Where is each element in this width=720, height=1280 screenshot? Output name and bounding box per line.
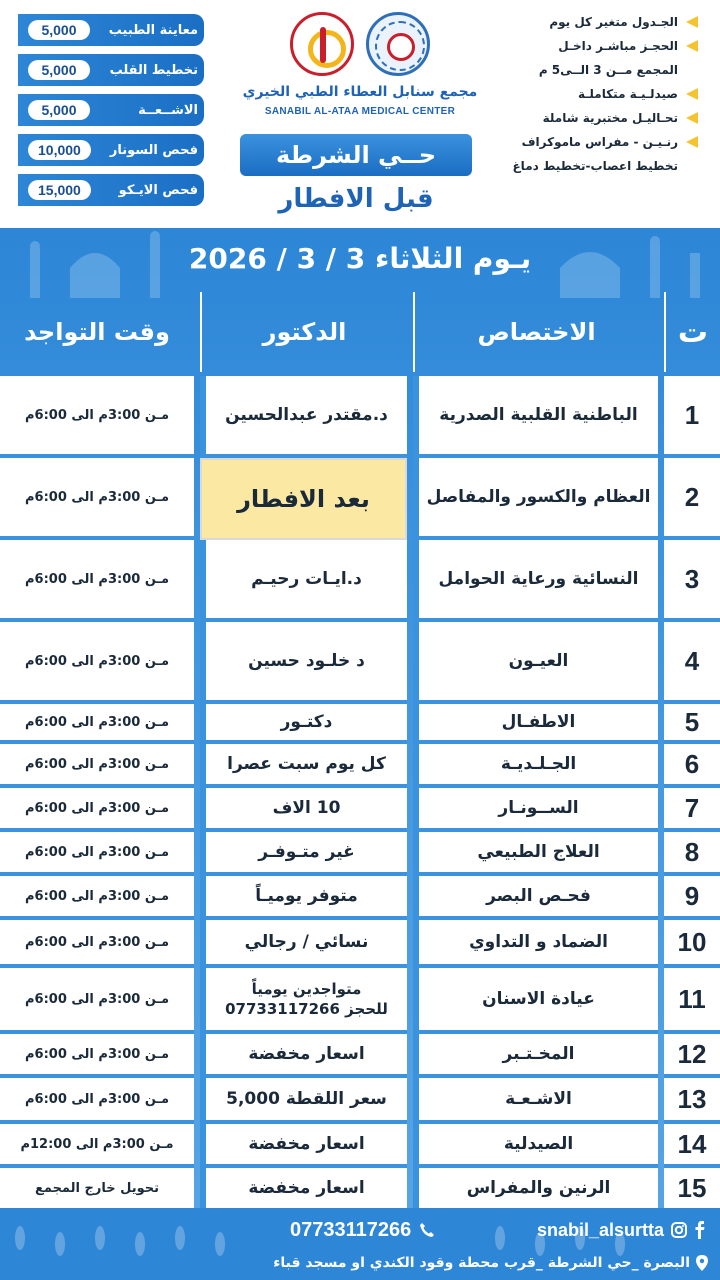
row-specialty: الضماد و التداوي	[413, 920, 658, 968]
district-badge: حــي الشرطة	[240, 134, 472, 176]
price-item	[18, 14, 204, 46]
note-item: صيدلـيـة متكاملـة	[488, 82, 698, 106]
table-row	[0, 622, 720, 704]
note-item: الحجـز مباشـر داخـل	[488, 34, 698, 58]
row-time: مـن 3:00م الى 6:00م	[0, 1078, 194, 1124]
row-num: 12	[664, 1034, 720, 1078]
table-row	[0, 376, 720, 458]
row-specialty: الاشـعـة	[413, 1078, 658, 1124]
table-row	[0, 1034, 720, 1078]
row-doctor: د.مقتدر عبدالحسين	[200, 376, 407, 458]
footer	[0, 1208, 720, 1280]
row-num: 1	[664, 376, 720, 458]
phone-icon	[419, 1222, 435, 1238]
row-specialty: الصيدلية	[413, 1124, 658, 1168]
row-specialty: المخـتـبر	[413, 1034, 658, 1078]
timing-title: قبل الافطار	[278, 184, 434, 214]
table-row	[0, 458, 720, 540]
price-item	[18, 174, 204, 206]
price-label: معاينة الطبيب	[108, 22, 198, 38]
row-num: 9	[664, 876, 720, 920]
row-time: مـن 3:00م الى 6:00م	[0, 968, 194, 1034]
price-item	[18, 94, 204, 126]
price-value: 15,000	[28, 180, 91, 200]
row-time: مـن 3:00م الى 6:00م	[0, 1034, 194, 1078]
price-label: فحص السونار	[109, 142, 198, 158]
logos	[290, 12, 438, 78]
row-num: 2	[664, 458, 720, 540]
row-specialty: العلاج الطبيعي	[413, 832, 658, 876]
row-doctor: دكتـور	[200, 704, 407, 744]
note-item: المجمع مــن 3 الــى5 م	[538, 63, 678, 77]
table-row	[0, 920, 720, 968]
triangle-bullet-icon	[686, 112, 698, 124]
row-doctor: غير متـوفـر	[200, 832, 407, 876]
price-label: الاشــعــة	[138, 102, 198, 118]
row-doctor: كل يوم سبت عصرا	[200, 744, 407, 788]
row-time: مـن 3:00م الى 6:00م	[0, 376, 194, 458]
table-row	[0, 1168, 720, 1212]
row-specialty: الجـلـديـة	[413, 744, 658, 788]
header	[0, 0, 720, 228]
row-time: مـن 3:00م الى 6:00م	[0, 458, 194, 540]
row-num: 5	[664, 704, 720, 744]
row-specialty: العظام والكسور والمفاصل	[413, 458, 658, 540]
header-doctor: الدكتور	[200, 292, 407, 372]
row-num: 8	[664, 832, 720, 876]
table-row	[0, 744, 720, 788]
table-row	[0, 540, 720, 622]
row-num: 13	[664, 1078, 720, 1124]
row-doctor: د.ايـات رحيـم	[200, 540, 407, 622]
price-item	[18, 134, 204, 166]
row-doctor-highlight: بعد الافطار	[200, 458, 407, 540]
row-doctor: اسعار مخفضة	[200, 1034, 407, 1078]
header-num: ت	[664, 292, 720, 372]
table-header	[0, 292, 720, 372]
social-handle[interactable]: snabil_alsurtta	[536, 1219, 664, 1240]
row-specialty: فحـص البصر	[413, 876, 658, 920]
header-time: وقت التواجد	[24, 318, 170, 346]
row-time: مـن 3:00م الى 6:00م	[0, 744, 194, 788]
row-doctor-line: متواجدين يومياً	[251, 980, 362, 998]
row-doctor-phone: للحجز 07733117266	[225, 1000, 388, 1018]
row-num: 4	[664, 622, 720, 704]
medical-association-logo	[290, 12, 354, 76]
row-specialty: الاطفـال	[413, 704, 658, 744]
notes-list	[488, 10, 698, 178]
row-num: 6	[664, 744, 720, 788]
price-value: 5,000	[28, 60, 90, 80]
note-item: تخطيط اعصاب-تخطيط دماغ	[512, 159, 678, 173]
footer-address	[8, 1252, 708, 1274]
row-num: 14	[664, 1124, 720, 1168]
table-row	[0, 968, 720, 1034]
row-num: 10	[664, 920, 720, 968]
price-label: فحص الايـكو	[118, 182, 198, 198]
location-pin-icon	[696, 1255, 708, 1271]
price-label: تخطيط القلب	[109, 62, 198, 78]
row-specialty: النسائية ورعاية الحوامل	[413, 540, 658, 622]
row-doctor: د خلـود حسين	[200, 622, 407, 704]
row-specialty: الســونـار	[413, 788, 658, 832]
triangle-bullet-icon	[686, 136, 698, 148]
row-time: مـن 3:00م الى 6:00م	[0, 920, 194, 968]
schedule-date: يـوم الثلاثاء 3 / 3 / 2026	[188, 242, 532, 275]
row-time: مـن 3:00م الى 6:00م	[0, 788, 194, 832]
footer-phone[interactable]	[290, 1216, 470, 1244]
footer-social[interactable]	[476, 1216, 706, 1244]
note-item: رنـيـن - مفراس ماموكراف	[488, 130, 698, 154]
row-doctor: اسعار مخفضة	[200, 1124, 407, 1168]
address-text: البصرة _حي الشرطة _قرب محطة وقود الكندي او مسجد قباء	[273, 1255, 690, 1271]
phone-number[interactable]: 07733117266	[290, 1218, 412, 1241]
facebook-icon[interactable]	[694, 1221, 706, 1239]
table-row	[0, 832, 720, 876]
table-row	[0, 1078, 720, 1124]
instagram-icon[interactable]	[670, 1221, 688, 1239]
row-specialty: الباطنية القلبية الصدرية	[413, 376, 658, 458]
row-time: مـن 3:00م الى 6:00م	[0, 876, 194, 920]
triangle-bullet-icon	[686, 88, 698, 100]
triangle-bullet-icon	[686, 40, 698, 52]
row-time: مـن 3:00م الى 6:00م	[0, 622, 194, 704]
table-row	[0, 788, 720, 832]
price-value: 10,000	[28, 140, 91, 160]
row-specialty: الرنين والمفراس	[413, 1168, 658, 1212]
price-item	[18, 54, 204, 86]
row-time: مـن 3:00م الى 6:00م	[0, 704, 194, 744]
row-num: 11	[664, 968, 720, 1034]
row-specialty: عيادة الاسنان	[413, 968, 658, 1034]
row-doctor: اسعار مخفضة	[200, 1168, 407, 1212]
triangle-bullet-icon	[686, 16, 698, 28]
row-doctor: 10 الاف	[200, 788, 407, 832]
row-time: مـن 3:00م الى 12:00م	[0, 1124, 194, 1168]
row-time: مـن 3:00م الى 6:00م	[0, 540, 194, 622]
row-doctor: سعر اللقطة 5,000	[200, 1078, 407, 1124]
row-num: 15	[664, 1168, 720, 1212]
row-time: تحويل خارج المجمع	[0, 1168, 194, 1212]
row-doctor: متوفر يوميـاً	[200, 876, 407, 920]
table-row	[0, 1124, 720, 1168]
note-item: تحـاليـل مختبرية شاملة	[488, 106, 698, 130]
price-value: 5,000	[28, 20, 90, 40]
center-name-english: SANABIL AL-ATAA MEDICAL CENTER	[264, 106, 456, 117]
note-item: الجـدول متغير كل يوم	[488, 10, 698, 34]
header-specialty: الاختصاص	[413, 292, 658, 372]
row-time: مـن 3:00م الى 6:00م	[0, 832, 194, 876]
row-num: 7	[664, 788, 720, 832]
table-row	[0, 704, 720, 744]
price-list	[18, 14, 204, 214]
row-num: 3	[664, 540, 720, 622]
center-name-arabic: مجمع سنابل العطاء الطبي الخيري	[242, 84, 478, 100]
schedule-panel	[0, 228, 720, 1208]
price-value: 5,000	[28, 100, 90, 120]
center-seal-logo	[366, 12, 430, 76]
row-doctor	[200, 968, 407, 1034]
table-row	[0, 876, 720, 920]
row-doctor: نسائي / رجالي	[200, 920, 407, 968]
row-specialty: العيـون	[413, 622, 658, 704]
